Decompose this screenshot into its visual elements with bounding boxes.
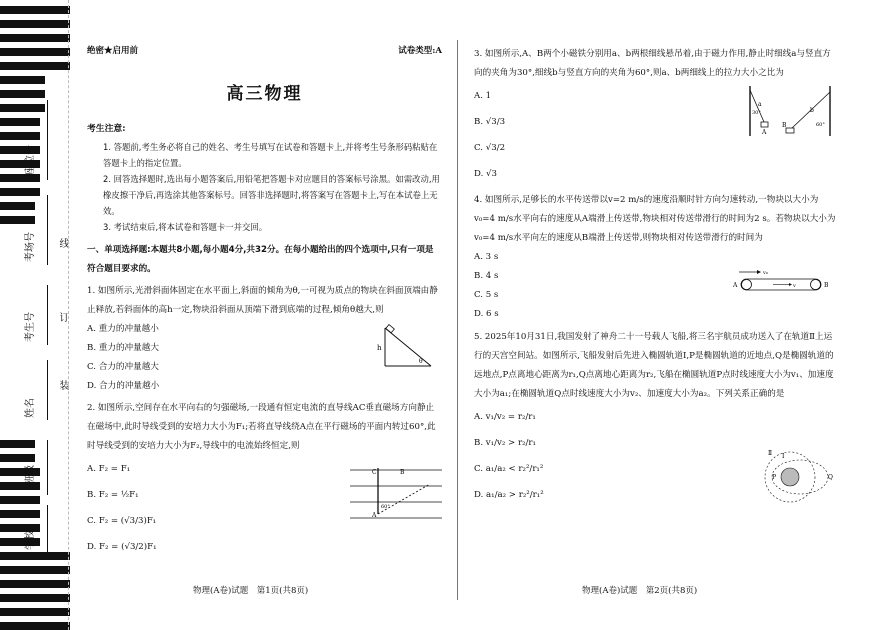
notice-item: 2. 回答选择题时,选出每小题答案后,用铅笔把答题卡对应题目的答案标号涂黑。如需改动,用橡皮擦干净后,再选涂其他答案标号。回答非选择题时,将答案写在答题卡上,写在本试卷上无效。 [103, 174, 440, 216]
option-c: C. √3/2 [474, 143, 506, 153]
notice-item: 3. 考试结束后,将本试卷和答题卡一并交回。 [103, 222, 268, 232]
seal-word-line: 线 [57, 238, 68, 248]
angle-label: θ [419, 358, 423, 365]
option-d: D. 合力的冲量越小 [87, 381, 160, 391]
footer-left: 物理(A卷)试题 第1页(共8页) [193, 586, 309, 596]
option-c: C. 合力的冲量越大 [87, 362, 159, 372]
fill-line [47, 360, 48, 420]
option-a: A. 1 [474, 91, 492, 101]
rotation-angle-label: 60° [381, 504, 390, 510]
option-c: C. 5 s [474, 290, 499, 300]
string-a-label: a [758, 101, 762, 108]
question-stem: 2. 如图所示,空间存在水平向右的匀强磁场,一段通有恒定电流的直导线AC垂直磁场方向静止在磁场中,此时导线受到的安培力大小为F₁;若将直导线绕A点在平行磁场的平面内转过60°,此时导线受到的安培力大小为F₂,导线中的电流始终恒定,则 [87, 403, 436, 451]
seal-word-staple: 订 [57, 312, 68, 322]
notice-item: 1. 答题前,考生务必将自己的姓名、考生号填写在试卷和答题卡上,并将考生号条形码粘贴在答题卡上的指定位置。 [103, 142, 438, 168]
magnets-figure [742, 84, 837, 140]
fill-line [47, 285, 48, 345]
option-b: B. √3/3 [474, 117, 506, 127]
height-label: h [377, 344, 382, 352]
name-label: 姓名 [25, 398, 36, 418]
question-stem: 4. 如图所示,足够长的水平传送带以v=2 m/s的速度沿顺时针方向匀速转动,一物块以大小为v₀=4 m/s水平向右的速度从A端滑上传送带,物块相对传送带滑行的时间为2 s。若物块以大小为v₀=4 m/s水平向左的速度从B端滑上传送带,则物块相对传送带滑行的时间为 [474, 195, 836, 243]
field-b-label: B [400, 469, 405, 476]
angle-30-label: 30° [752, 110, 761, 116]
option-c: C. a₁/a₂ < r₂²/r₁² [474, 464, 544, 474]
section-heading: 一、单项选择题:本题共8小题,每小题4分,共32分。在每小题给出的四个选项中,只有一项是符合题目要求的。 [87, 245, 434, 274]
class-label: 班级 [25, 465, 36, 485]
notice-heading: 考生注意: [87, 124, 126, 134]
option-a: A. F₂ = F₁ [87, 464, 131, 474]
question-stem: 5. 2025年10月31日,我国发射了神舟二十一号载人飞船,将三名宇航员成功送入了在轨道Ⅱ上运行的天宫空间站。如图所示,飞船发射后先进入椭圆轨道Ⅰ,P是椭圆轨道的近地点,Q是椭圆轨道的远地点,P点离地心距离为r₁,Q点离地心距离为r₂,飞船在椭圆轨道P点时线速度大小为v₁、加速度大小为a₁;在椭圆轨道Q点时线速度大小为v₂、加速度大小为a₂。下列关系正确的是 [474, 332, 834, 399]
exam-room-label: 考场号 [25, 232, 36, 262]
notice-list [87, 139, 442, 235]
fill-line [47, 100, 48, 180]
fill-line [47, 440, 48, 495]
column-divider [457, 40, 458, 600]
point-c-label: C [372, 469, 377, 476]
option-a: A. v₁/v₂ = r₂/r₁ [474, 412, 536, 422]
question-stem: 1. 如图所示,光滑斜面体固定在水平面上,斜面的倾角为θ,一可视为质点的物块在斜面顶端由静止释放,若斜面体的高h一定,物块沿斜面从顶端下滑到底端的过程,倾角θ越大,则 [87, 286, 438, 315]
option-d: D. √3 [474, 169, 497, 179]
fill-line [47, 505, 48, 555]
option-c: C. F₂ = (√3/3)F₁ [87, 516, 157, 526]
magnetic-field-figure [350, 462, 445, 522]
orbit-figure [760, 448, 834, 506]
string-b-label: b [810, 107, 814, 114]
orbit-ii-label: Ⅱ [768, 450, 773, 457]
secret-label: 绝密★启用前 [87, 46, 139, 56]
option-d: D. 6 s [474, 309, 499, 319]
candidate-number-label: 考生号 [25, 312, 36, 342]
option-a: A. 重力的冲量越小 [87, 324, 159, 334]
belt-velocity-label: v [793, 283, 796, 289]
option-d: D. a₁/a₂ > r₂²/r₁² [474, 490, 544, 500]
point-q-label: Q [828, 474, 833, 481]
footer-right: 物理(A卷)试题 第2页(共8页) [582, 586, 698, 596]
seat-number-label: 座位号 [25, 145, 36, 175]
paper-type-label: 试卷类型:A [398, 46, 442, 56]
school-label: 学校 [25, 530, 36, 550]
point-a-label: A [372, 512, 377, 519]
incline-figure [375, 322, 435, 372]
end-a-label: A [733, 282, 738, 289]
end-b-label: B [824, 282, 829, 289]
initial-velocity-label: v₀ [763, 270, 768, 276]
question-4 [474, 191, 836, 324]
angle-60-label: 60° [816, 122, 825, 128]
magnet-a-label: A [762, 129, 767, 136]
orbit-i-label: Ⅰ [782, 453, 785, 460]
exam-title: 高三物理 [226, 84, 303, 104]
point-p-label: P [772, 474, 777, 481]
option-b: B. F₂ = ½F₁ [87, 490, 139, 500]
magnet-b-label: B [782, 122, 787, 129]
option-d: D. F₂ = (√3/2)F₁ [87, 542, 157, 552]
option-b: B. v₁/v₂ > r₂/r₁ [474, 438, 536, 448]
option-b: B. 4 s [474, 271, 499, 281]
page-header [87, 42, 442, 61]
fold-line [68, 0, 69, 630]
question-stem: 3. 如图所示,A、B两个小磁铁分别用a、b两根细线悬吊着,由于磁力作用,静止时细线a与竖直方向的夹角为30°,细线b与竖直方向的夹角为60°,则a、b两细线上的拉力大小之比为 [474, 49, 831, 78]
conveyor-figure [733, 266, 833, 298]
option-b: B. 重力的冲量越大 [87, 343, 159, 353]
fill-line [47, 195, 48, 265]
seal-word-bind: 装 [57, 380, 68, 390]
option-a: A. 3 s [474, 252, 499, 262]
